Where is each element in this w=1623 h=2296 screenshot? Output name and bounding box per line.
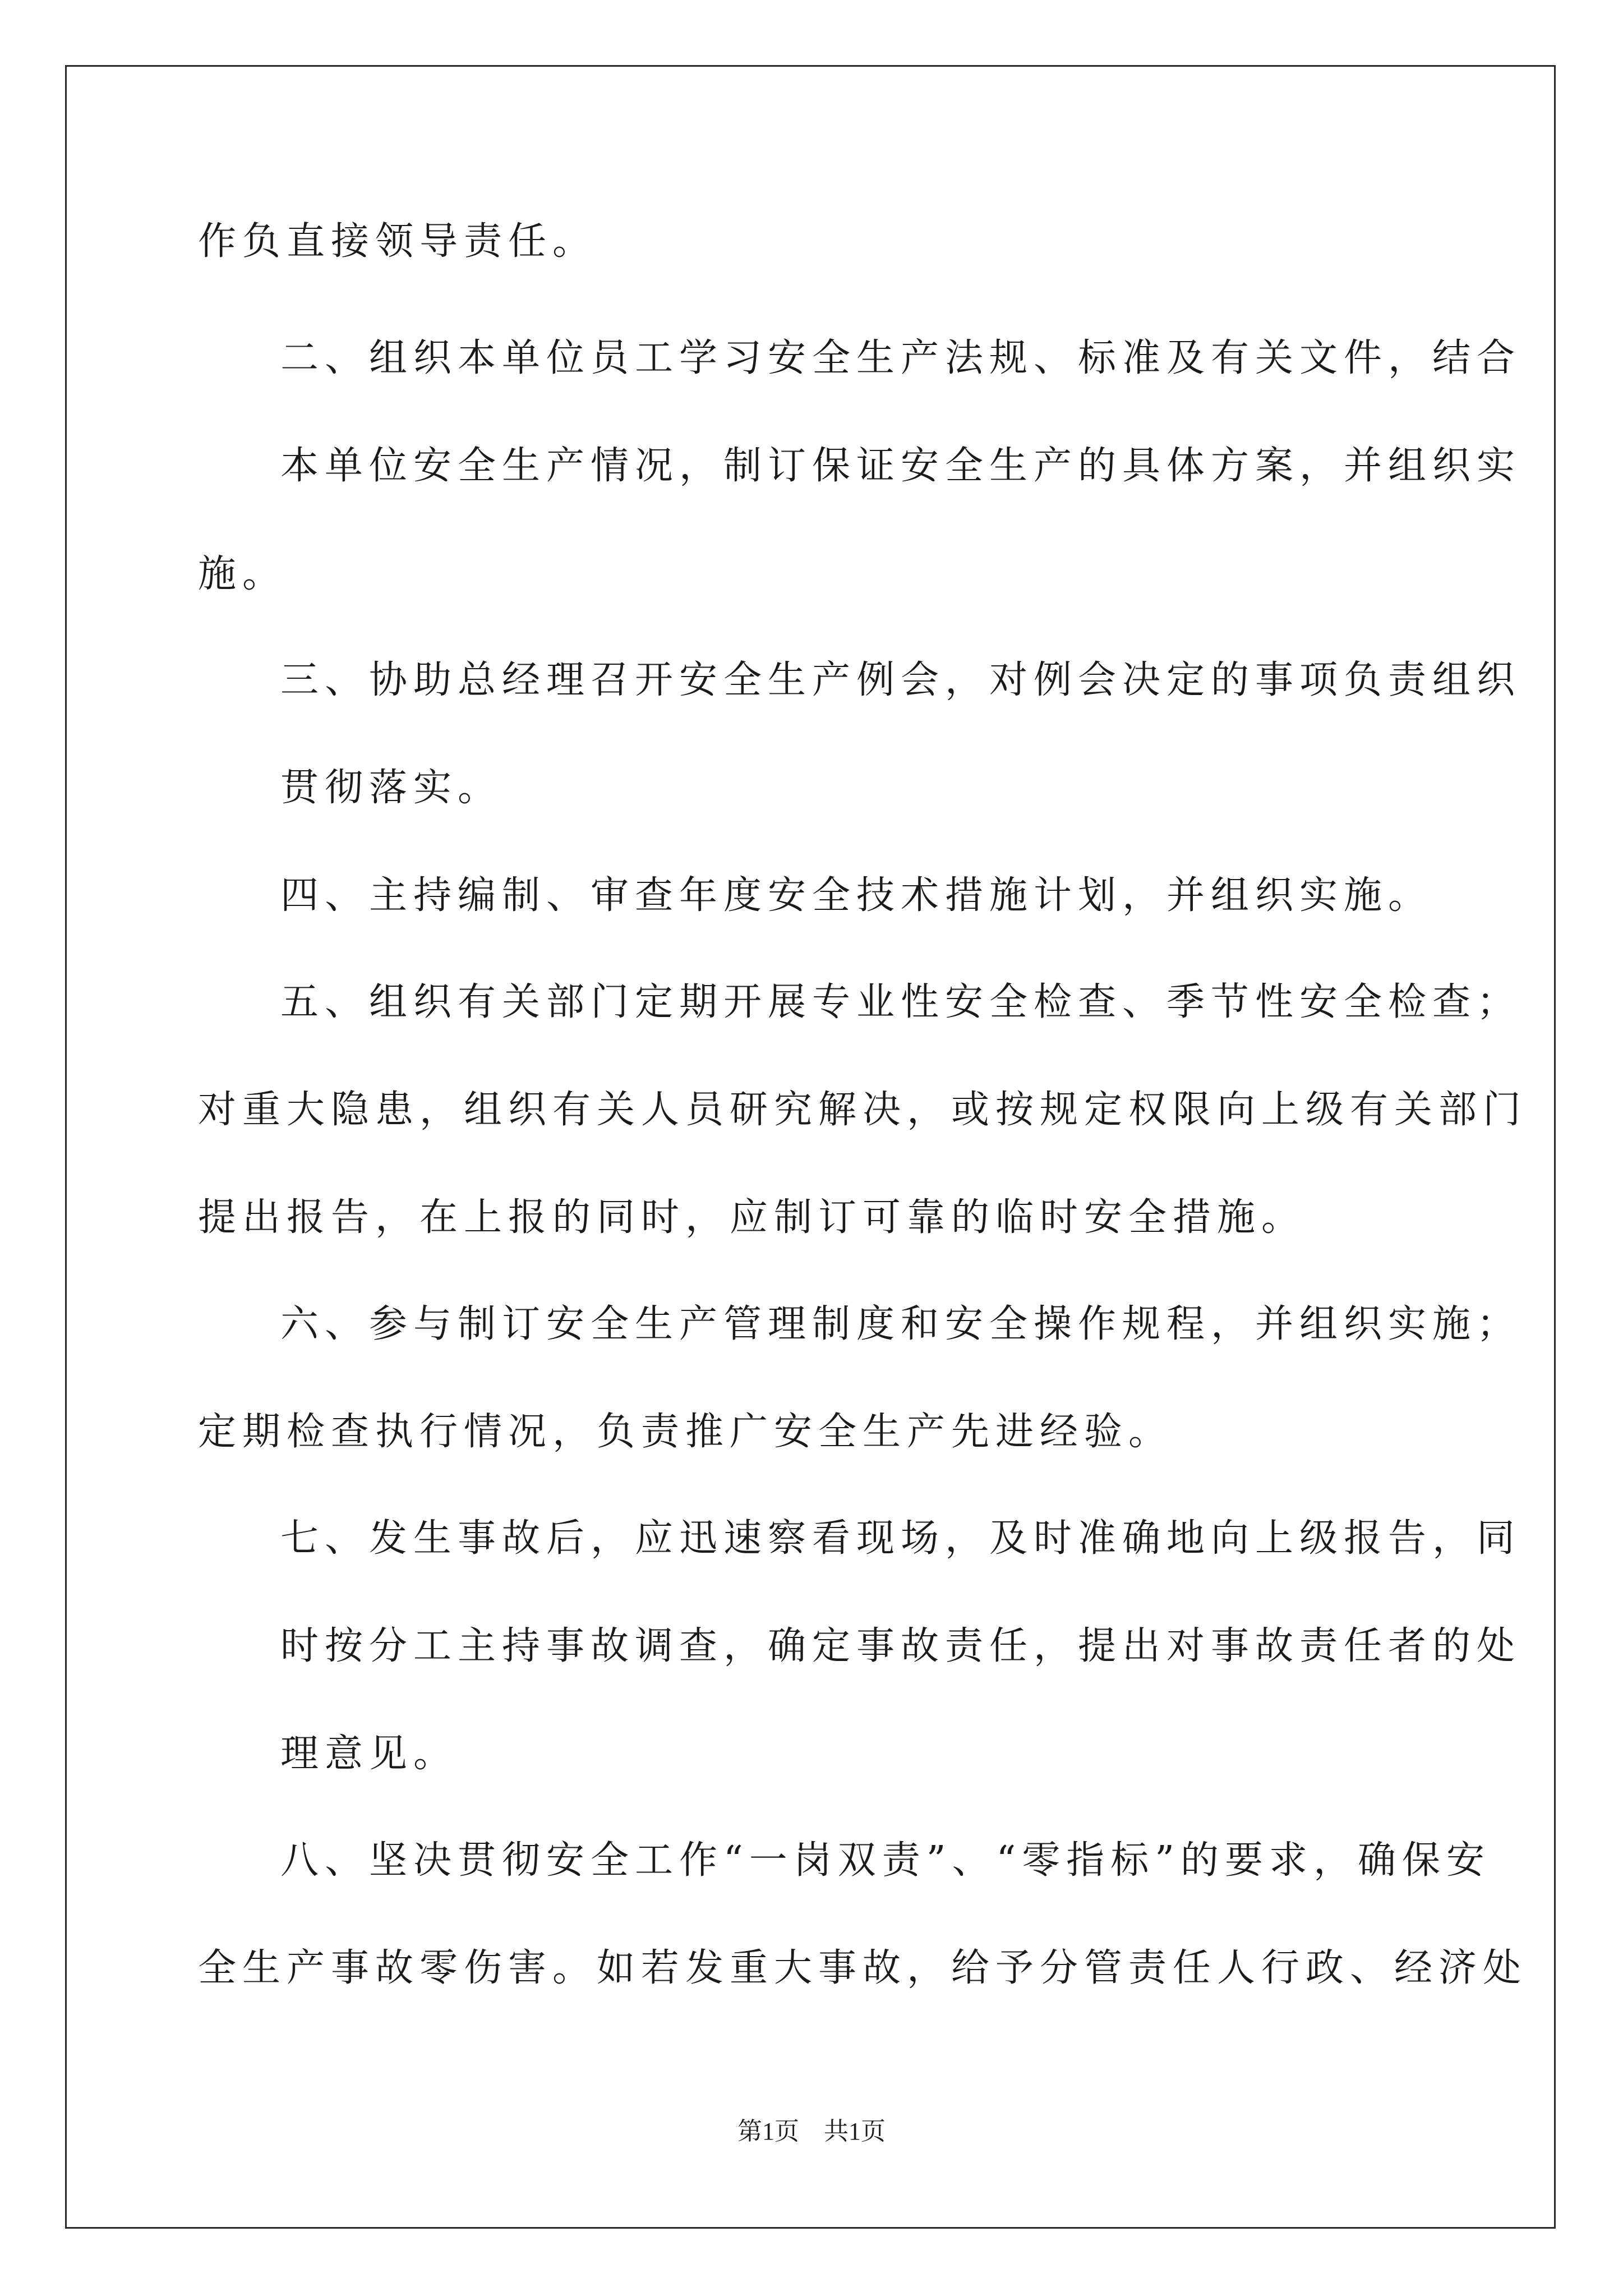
text-line: 七、发生事故后，应迅速察看现场，及时准确地向上级报告，同 bbox=[280, 1516, 1521, 1561]
text-line: 理意见。 bbox=[280, 1732, 458, 1776]
text-line: 二、组织本单位员工学习安全生产法规、标准及有关文件，结合 bbox=[280, 336, 1521, 380]
text-line: 四、主持编制、审查年度安全技术措施计划，并组织实施。 bbox=[280, 873, 1433, 918]
text-line: 施。 bbox=[198, 552, 287, 596]
text-line: 定期检查执行情况，负责推广安全生产先进经验。 bbox=[198, 1410, 1173, 1454]
text-line: 提出报告，在上报的同时，应制订可靠的临时安全措施。 bbox=[198, 1195, 1306, 1240]
text-line: 对重大隐患，组织有关人员研究解决，或按规定权限向上级有关部门 bbox=[198, 1088, 1528, 1132]
text-line: 六、参与制订安全生产管理制度和安全操作规程，并组织实施； bbox=[280, 1302, 1521, 1346]
text-line: 全生产事故零伤害。如若发重大事故，给予分管责任人行政、经济处 bbox=[198, 1946, 1528, 1990]
page-border bbox=[65, 65, 1556, 2229]
page-number-footer: 第1页 共1页 bbox=[737, 2118, 886, 2145]
text-line: 三、协助总经理召开安全生产例会，对例会决定的事项负责组织 bbox=[280, 658, 1521, 702]
text-line: 八、坚决贯彻安全工作“一岗双责”、“零指标”的要求，确保安 bbox=[280, 1838, 1491, 1883]
text-line: 五、组织有关部门定期开展专业性安全检查、季节性安全检查； bbox=[280, 980, 1521, 1024]
text-line: 本单位安全生产情况，制订保证安全生产的具体方案，并组织实 bbox=[280, 444, 1521, 488]
text-line: 贯彻落实。 bbox=[280, 766, 502, 810]
text-line: 作负直接领导责任。 bbox=[198, 219, 597, 264]
text-line: 时按分工主持事故调查，确定事故责任，提出对事故责任者的处 bbox=[280, 1624, 1521, 1668]
